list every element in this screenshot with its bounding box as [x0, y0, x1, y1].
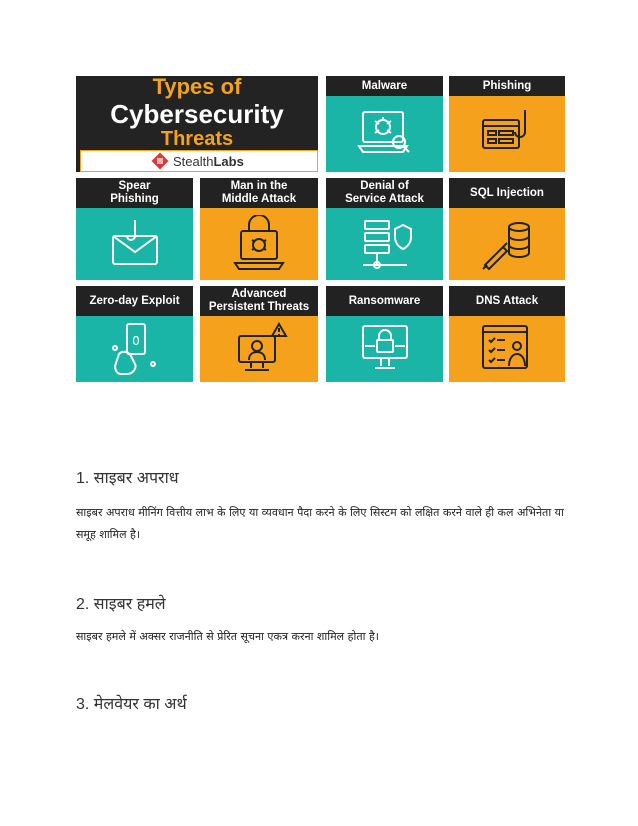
server-shield-icon — [355, 215, 415, 273]
brand-bar — [80, 150, 318, 172]
cell-label: Zero-day Exploit — [76, 286, 193, 316]
cell-label: Advanced Persistent Threats — [200, 286, 318, 316]
cell-spear-phishing — [76, 178, 193, 280]
cell-label: Man in the Middle Attack — [200, 178, 318, 208]
section-2-body: साइबर हमले में अक्सर राजनीति से प्रेरित सूचना एकत्र करना शामिल होता है। — [76, 630, 379, 643]
cell-advanced-persistent-threats — [200, 286, 318, 382]
hand-phone-zero-icon — [105, 320, 165, 378]
title-line-2: Cybersecurity — [110, 99, 284, 129]
laptop-lock-bug-icon — [229, 215, 289, 273]
section-2-heading: 2. साइबर हमले — [76, 596, 166, 613]
laptop-bug-icon — [355, 106, 415, 162]
monitor-lock-icon — [355, 320, 415, 378]
cell-malware — [326, 76, 443, 172]
database-syringe-icon — [477, 215, 537, 273]
cell-label: Denial of Service Attack — [326, 178, 443, 208]
cell-man-in-the-middle — [200, 178, 318, 280]
cell-label: SQL Injection — [449, 178, 565, 208]
title-line-3: Threats — [160, 128, 234, 150]
cell-phishing — [449, 76, 565, 172]
cell-ransomware — [326, 286, 443, 382]
cell-label: Spear Phishing — [76, 178, 193, 208]
title-line-1: Types of — [152, 74, 242, 99]
browser-user-checklist-icon — [477, 320, 537, 378]
fishing-hook-form-icon — [477, 106, 537, 162]
cell-denial-of-service — [326, 178, 443, 280]
cell-sql-injection — [449, 178, 565, 280]
brand-name: StealthLabs — [173, 153, 244, 169]
cybersecurity-threats-infographic — [76, 76, 565, 382]
cell-label: Phishing — [449, 76, 565, 96]
cell-zero-day-exploit — [76, 286, 193, 382]
section-1-body: साइबर अपराध मीनिंग वित्तीय लाभ के लिए या व्यवधान पैदा करने के लिए सिस्टम को लक्षित करने वाले ही कल अभिनेता या समूह शामिल है। — [76, 506, 564, 541]
envelope-hook-icon — [105, 216, 165, 272]
section-3-heading: 3. मेलवेयर का अर्थ — [76, 696, 187, 713]
cell-label: Ransomware — [326, 286, 443, 316]
section-1-heading: 1. साइबर अपराध — [76, 470, 179, 487]
stealthlabs-logo-icon — [151, 152, 169, 170]
hacker-monitor-warning-icon — [229, 320, 289, 378]
cell-label: DNS Attack — [449, 286, 565, 316]
cell-label: Malware — [326, 76, 443, 96]
infographic-title-block — [76, 76, 318, 172]
cell-dns-attack — [449, 286, 565, 382]
svg-text:0: 0 — [131, 334, 140, 348]
